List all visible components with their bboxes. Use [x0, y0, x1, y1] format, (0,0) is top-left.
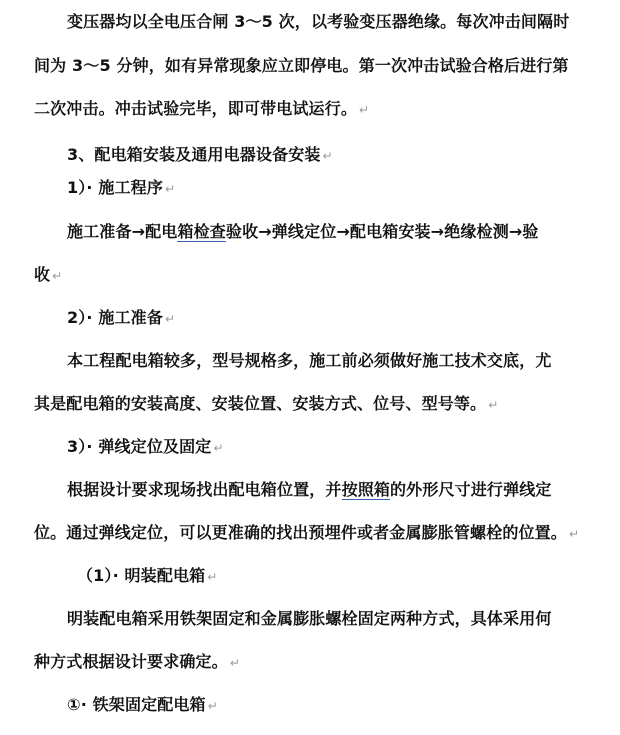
- spellcheck-underline: 按照箱: [341, 480, 391, 499]
- paragraph-line: 位。通过弹线定位，可以更准确的找出预埋件或者金属膨胀管螺栓的位置。 ↵: [34, 523, 580, 542]
- section-heading: 3、配电箱安装及通用电器设备安装 ↵: [67, 145, 333, 164]
- paragraph-line: 明装配电箱采用铁架固定和金属膨胀螺栓固定两种方式，具体采用何: [67, 609, 552, 628]
- paragraph-mark-icon: ↵: [322, 149, 333, 163]
- paragraph-mark-icon: ↵: [359, 103, 370, 117]
- paragraph-line: 收 ↵: [34, 265, 63, 284]
- subsection-heading: 1）· 施工程序 ↵: [67, 178, 176, 197]
- paragraph-mark-icon: ↵: [488, 398, 499, 412]
- paragraph-line: 间为 3～5 分钟，如有异常现象应立即停电。第一次冲击试验合格后进行第: [34, 56, 569, 75]
- spellcheck-underline: 箱检查: [177, 222, 226, 241]
- paragraph-mark-icon: ↵: [568, 527, 580, 541]
- subsubsection-heading: ①· 铁架固定配电箱 ↵: [67, 695, 218, 714]
- paragraph-line: 种方式根据设计要求确定。 ↵: [34, 652, 241, 671]
- paragraph-line: 变压器均以全电压合闸 3～5 次，以考验变压器绝缘。每次冲击间隔时: [67, 12, 570, 31]
- paragraph-mark-icon: ↵: [213, 441, 224, 455]
- paragraph-mark-icon: ↵: [52, 269, 63, 283]
- paragraph-line: 其是配电箱的安装高度、安装位置、安装方式、位号、型号等。 ↵: [34, 394, 499, 413]
- paragraph-mark-icon: ↵: [164, 182, 176, 196]
- subsection-heading: 3）· 弹线定位及固定 ↵: [67, 437, 224, 456]
- paragraph-mark-icon: ↵: [164, 312, 176, 326]
- paragraph-mark-icon: ↵: [207, 699, 218, 713]
- paragraph-line: 二次冲击。冲击试验完毕，即可带电试运行。 ↵: [34, 99, 370, 118]
- paragraph-line: 根据设计要求现场找出配电箱位置，并按照箱的外形尺寸进行弹线定: [67, 480, 552, 499]
- subsubsection-heading: （1）· 明装配电箱 ↵: [77, 566, 218, 585]
- paragraph-line: 施工准备→配电箱检查验收→弹线定位→配电箱安装→绝缘检测→验: [67, 222, 539, 241]
- paragraph-mark-icon: ↵: [229, 656, 241, 670]
- subsection-heading: 2）· 施工准备 ↵: [67, 308, 176, 327]
- paragraph-line: 本工程配电箱较多，型号规格多，施工前必须做好施工技术交底，尤: [67, 351, 552, 370]
- paragraph-mark-icon: ↵: [207, 570, 218, 584]
